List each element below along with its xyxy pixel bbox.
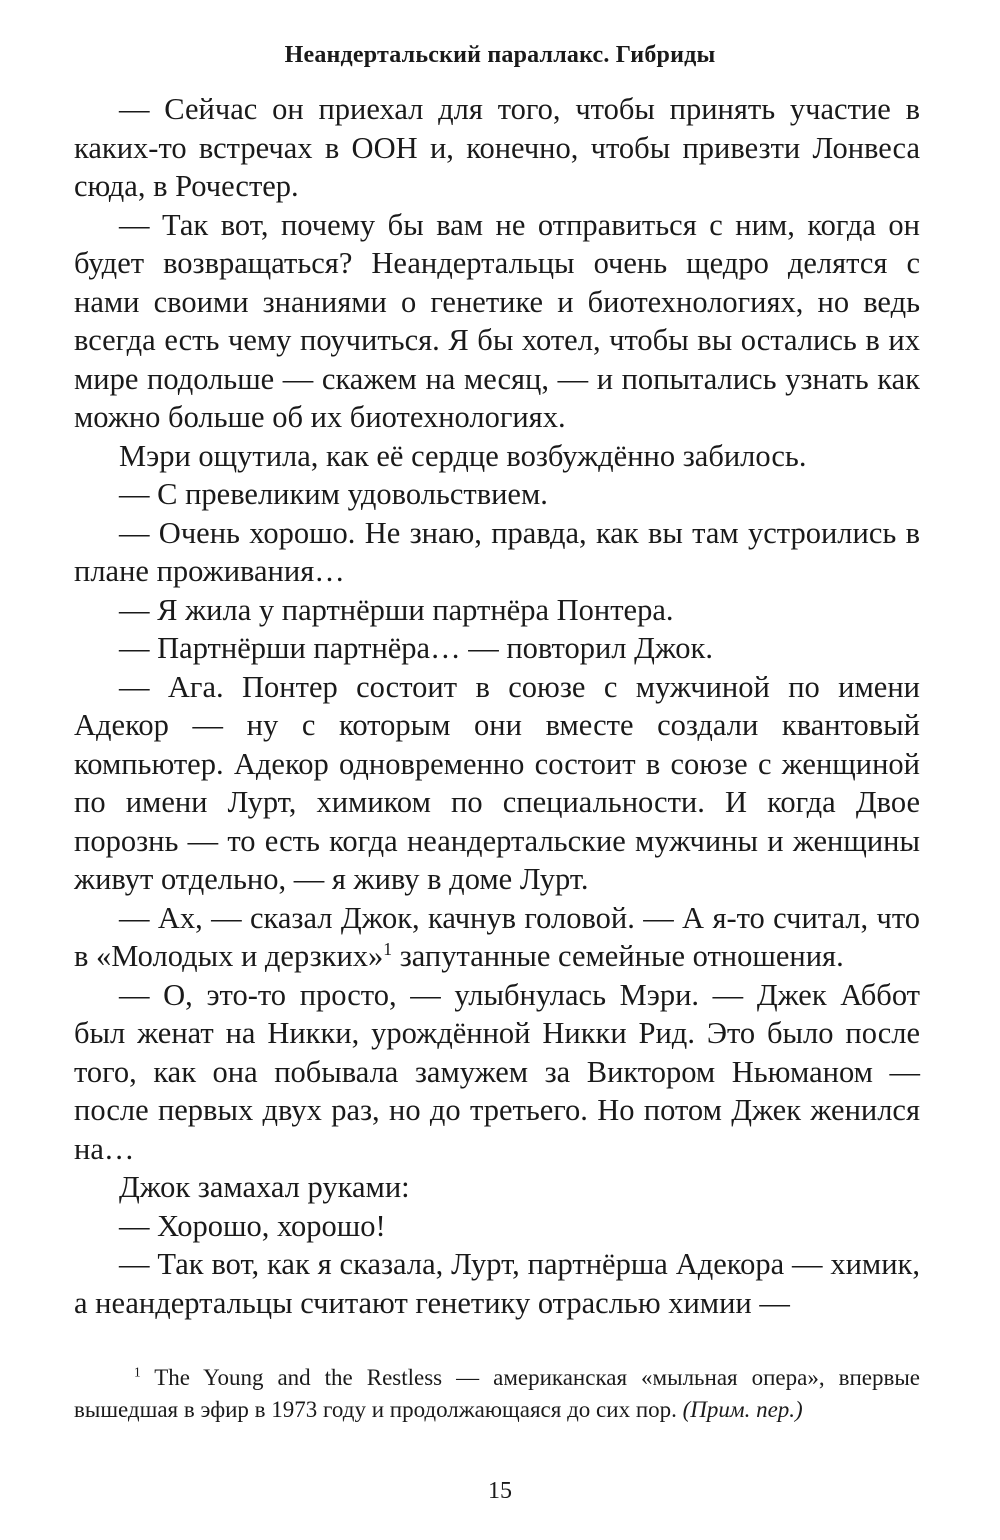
running-head: Неандертальский параллакс. Гибриды xyxy=(284,42,716,68)
paragraph: — Я жила у партнёрши партнёра Понтера. xyxy=(119,592,674,627)
footnote-marker: 1 xyxy=(134,1364,141,1380)
paragraph-with-footnote-ref xyxy=(74,899,920,976)
paragraph: Мэри ощутила, как её сердце возбуждённо забилось. xyxy=(119,438,807,473)
paragraph-text: — Ах, — сказал Джок, качнув головой. — А я-то считал, что в «Молодых и дерзких» xyxy=(74,900,920,973)
paragraph: — Хорошо, хорошо! xyxy=(119,1208,386,1243)
paragraph: — Так вот, как я сказала, Лурт, партнёрша Адекора — химик, а неандертальцы считают генетику отраслью химии — xyxy=(74,1247,920,1320)
paragraph: — С превеликим удовольствием. xyxy=(119,477,548,511)
footnote xyxy=(74,1362,920,1426)
paragraph-text: запутанные семейные отношения. xyxy=(392,939,844,973)
paragraph: — О, это-то просто, — улыбнулась Мэри. — Джек Аббот был женат на Никки, урождённой Никки Рид. Это было после того, как она побывала замужем за Виктором Ньюманом — после первых двух раз, но до третьего. Но потом Джек женился на… xyxy=(74,977,920,1166)
paragraph: Джок замахал руками: xyxy=(119,1170,410,1204)
footnotes xyxy=(74,1362,920,1426)
paragraph: — Так вот, почему бы вам не отправиться с ним, когда он будет возвращаться? Неандертальцы очень щедро делятся с нами своими знаниями о генетике и биотехнологиях, но ведь всегда есть чему поучиться. Я бы хотел, чтобы вы остались в их мире подольше — скажем на месяц, — и попытались узнать как можно больше об их биотехнологиях. xyxy=(74,207,920,434)
paragraph: — Партнёрши партнёра… — повторил Джок. xyxy=(119,631,713,665)
paragraph: — Ага. Понтер состоит в союзе с мужчиной по имени Адекор — ну с которым они вместе создали квантовый компьютер. Адекор одновременно состоит в союзе с женщиной по имени Лурт, химиком по специальности. И когда Двое порознь — то есть когда неандертальские мужчины и женщины живут отдельно, — я живу в доме Лурт. xyxy=(74,669,920,896)
translator-note: (Прим. пер.) xyxy=(682,1397,803,1422)
footnote-text: The Young and the Restless — американская «мыльная опера», впервые вышедшая в эфир в 1973 году и продолжающаяся до сих пор. xyxy=(74,1365,920,1422)
body-text xyxy=(74,90,920,1322)
paragraph: — Очень хорошо. Не знаю, правда, как вы там устроились в плане проживания… xyxy=(74,515,920,588)
footnote-reference: 1 xyxy=(383,938,393,959)
paragraph: — Сейчас он приехал для того, чтобы принять участие в каких-то встречах в ООН и, конечно, чтобы привезти Лонвеса сюда, в Рочестер. xyxy=(74,92,920,203)
page-number: 15 xyxy=(488,1478,512,1504)
